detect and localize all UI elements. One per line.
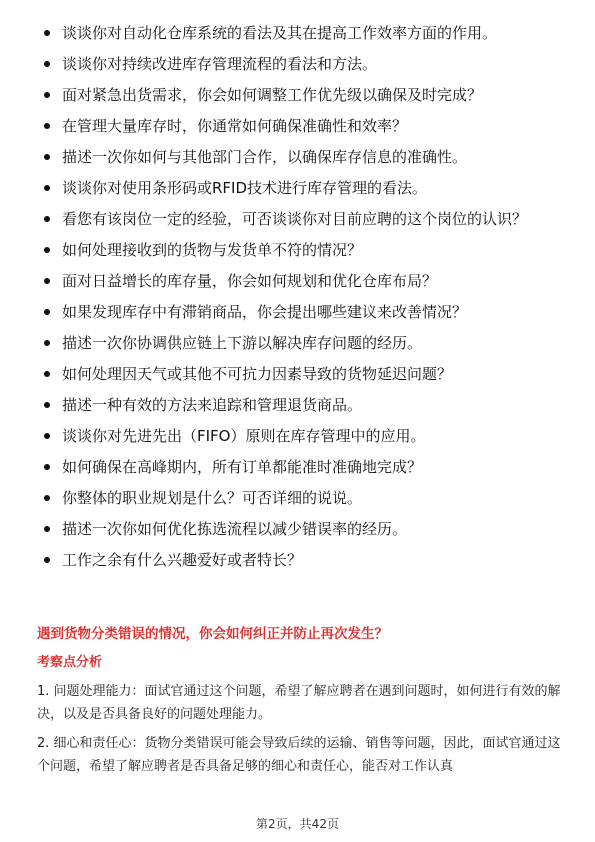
- question-text: 谈谈你对使用条形码或RFID技术进行库存管理的看法。: [62, 179, 428, 197]
- bullet-icon: [44, 371, 50, 377]
- question-text: 谈谈你对自动化仓库系统的看法及其在提高工作效率方面的作用。: [62, 24, 498, 42]
- question-text: 如何处理因天气或其他不可抗力因素导致的货物延迟问题？: [62, 365, 453, 383]
- question-list: [42, 22, 562, 580]
- bullet-icon: [44, 154, 50, 160]
- question-text: 如何确保在高峰期内，所有订单都能准时准确地完成？: [62, 458, 423, 476]
- question-text: 谈谈你对持续改进库存管理流程的看法和方法。: [62, 55, 378, 73]
- list-item: [42, 549, 562, 571]
- list-item: [42, 239, 562, 261]
- list-item: [42, 456, 562, 478]
- question-text: 看您有该岗位一定的经验，可否谈谈你对目前应聘的这个岗位的认识？: [62, 210, 528, 228]
- list-item: [42, 208, 562, 230]
- list-item: [42, 394, 562, 416]
- bullet-icon: [44, 278, 50, 284]
- list-item: [42, 53, 562, 75]
- question-text: 如何处理接收到的货物与发货单不符的情况？: [62, 241, 363, 259]
- list-item: [42, 332, 562, 354]
- analysis-paragraph: 2. 细心和责任心：货物分类错误可能会导致后续的运输、销售等问题，因此，面试官通过这个问题，希望了解应聘者是否具备足够的细心和责任心，能否对工作认真: [37, 736, 561, 774]
- question-text: 谈谈你对先进先出（FIFO）原则在库存管理中的应用。: [62, 427, 426, 445]
- question-text: 在管理大量库存时，你通常如何确保准确性和效率？: [62, 117, 408, 135]
- bullet-icon: [44, 309, 50, 315]
- page-footer: 第2页，共42页: [256, 817, 339, 831]
- list-item: [42, 518, 562, 540]
- bullet-icon: [44, 123, 50, 129]
- bullet-icon: [44, 61, 50, 67]
- bullet-icon: [44, 216, 50, 222]
- question-text: 如果发现库存中有滞销商品，你会提出哪些建议来改善情况？: [62, 303, 468, 321]
- list-item: [42, 177, 562, 199]
- list-item: [42, 425, 562, 447]
- list-item: [42, 487, 562, 509]
- bullet-icon: [44, 557, 50, 563]
- focus-question-heading: 遇到货物分类错误的情况，你会如何纠正并防止再次发生？: [37, 626, 388, 642]
- bullet-icon: [44, 30, 50, 36]
- bullet-icon: [44, 526, 50, 532]
- question-text: 描述一次你协调供应链上下游以解决库存问题的经历。: [62, 334, 423, 352]
- bullet-icon: [44, 340, 50, 346]
- analysis-body: [37, 680, 562, 784]
- list-item: [42, 301, 562, 323]
- bullet-icon: [44, 464, 50, 470]
- analysis-paragraph: 1. 问题处理能力：面试官通过这个问题，希望了解应聘者在遇到问题时，如何进行有效的解决，以及是否具备良好的问题处理能力。: [37, 684, 561, 722]
- bullet-icon: [44, 247, 50, 253]
- bullet-icon: [44, 495, 50, 501]
- list-item: [42, 22, 562, 44]
- question-text: 你整体的职业规划是什么？可否详细的说说。: [62, 489, 363, 507]
- bullet-icon: [44, 92, 50, 98]
- list-item: [42, 270, 562, 292]
- question-text: 工作之余有什么兴趣爱好或者特长？: [62, 551, 303, 569]
- bullet-icon: [44, 433, 50, 439]
- bullet-icon: [44, 185, 50, 191]
- question-text: 描述一次你如何优化拣选流程以减少错误率的经历。: [62, 520, 408, 538]
- list-item: [42, 115, 562, 137]
- bullet-icon: [44, 402, 50, 408]
- list-item: [42, 146, 562, 168]
- question-text: 描述一种有效的方法来追踪和管理退货商品。: [62, 396, 363, 414]
- question-text: 面对紧急出货需求，你会如何调整工作优先级以确保及时完成？: [62, 86, 483, 104]
- question-text: 描述一次你如何与其他部门合作，以确保库存信息的准确性。: [62, 148, 468, 166]
- list-item: [42, 84, 562, 106]
- analysis-section-label: 考察点分析: [37, 655, 103, 670]
- list-item: [42, 363, 562, 385]
- question-text: 面对日益增长的库存量，你会如何规划和优化仓库布局？: [62, 272, 438, 290]
